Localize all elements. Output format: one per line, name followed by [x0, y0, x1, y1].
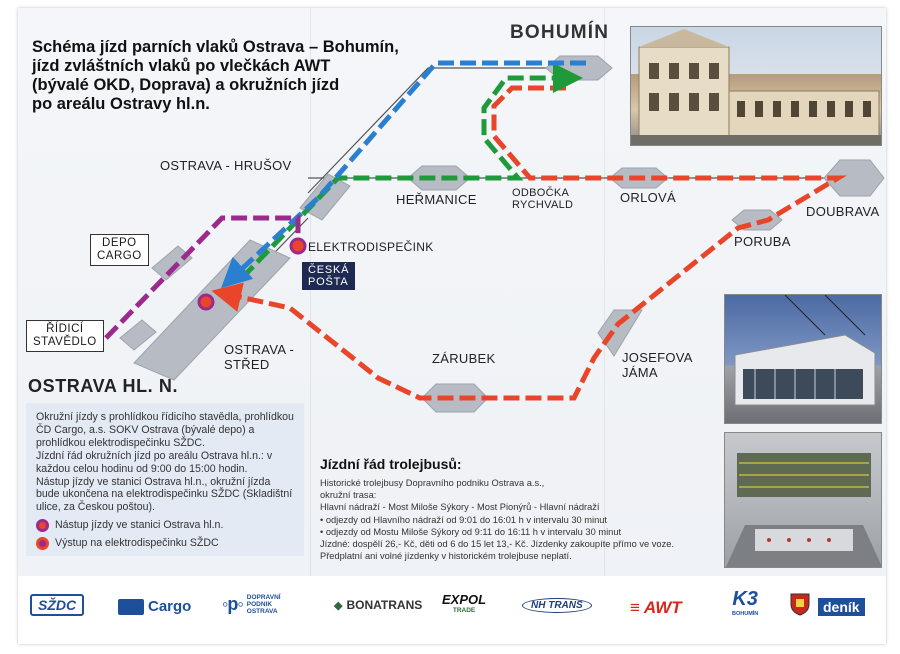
- station-josefova-jama: [622, 350, 693, 380]
- depo-line: CARGO: [97, 250, 142, 262]
- trolley-line: • odjezdy od Mostu Miloše Sýkory od 9:11 do 16:11 h v intervalu 30 minut: [320, 526, 622, 537]
- logo-nhtrans-text: NH TRANS: [522, 598, 592, 613]
- dpo-line: DOPRAVNÍ: [246, 594, 281, 601]
- photo-bohumin-station: [630, 26, 882, 146]
- station-odbocka-line: ODBOČKA: [512, 187, 570, 199]
- trolley-line: Hlavní nádraží - Most Miloše Sýkory - Most Pionýrů - Hlavní nádraží: [320, 502, 600, 513]
- yard-zarubek: [422, 384, 488, 412]
- logo-denik-text: deník: [818, 598, 865, 616]
- bonatrans-icon: ◆: [334, 599, 343, 612]
- logo-cd-cargo: [118, 598, 191, 615]
- yard-depo-cargo: [152, 246, 192, 280]
- trolley-line: Historické trolejbusy Dopravního podniku Ostrava a.s.,: [320, 478, 545, 488]
- station-odbocka-line: RYCHVALD: [512, 199, 574, 211]
- logo-expol: [442, 592, 486, 614]
- logo-k3-text: K3: [732, 588, 758, 610]
- josefova-line: JOSEFOVA: [622, 350, 693, 365]
- end-dot-icon: [36, 537, 49, 550]
- station-zarubek: ZÁRUBEK: [432, 351, 496, 366]
- ridici-line: STAVĚDLO: [33, 336, 97, 348]
- trolley-line: Jízdné: dospělí 26,- Kč, děti od 6 do 15 let 13,- Kč. Jízdenky zakoupíte přímo ve voze.: [320, 539, 674, 550]
- trolley-line: okružní trasa:: [320, 490, 377, 501]
- yard-hermanice: [408, 166, 470, 190]
- legend-start-label: Nástup jízdy ve stanici Ostrava hl.n.: [55, 519, 224, 532]
- trolley-line: Předplatní ani volné jízdenky v historickém trolejbuse neplatí.: [320, 551, 572, 562]
- info-paragraph: Okružní jízdy s prohlídkou řídicího stavědla, prohlídkou ČD Cargo, a.s. SOKV Ostrava (bývalé depo) a prohlídkou elektrodispečinku SŽDC.: [36, 411, 294, 449]
- station-orlova: ORLOVÁ: [620, 190, 676, 205]
- ridici-line: ŘÍDICÍ: [46, 323, 84, 335]
- start-dot-icon: [36, 519, 49, 532]
- station-doubrava: DOUBRAVA: [806, 204, 880, 219]
- logo-szdc-text: SŽDC: [30, 594, 84, 616]
- dpo-icon: ◦p◦: [222, 594, 243, 614]
- logo-expol-sub: TRADE: [452, 607, 476, 614]
- station-poruba: PORUBA: [734, 234, 791, 249]
- josefova-line: JÁMA: [622, 365, 658, 380]
- legend-end-label: Výstup na elektrodispečinku SŽDC: [55, 537, 219, 550]
- station-ridici-stavedlo: [26, 320, 104, 352]
- tour-info-panel: [26, 403, 304, 556]
- station-ostrava-hl-n: OSTRAVA HL. N.: [28, 376, 179, 396]
- station-hermanice: HEŘMANICE: [396, 192, 477, 207]
- title-line: jízd zvláštních vlaků po vlečkách AWT: [32, 57, 331, 75]
- dpo-line: PODNIK: [246, 601, 273, 608]
- map-title: [32, 38, 432, 114]
- station-hrusov: OSTRAVA - HRUŠOV: [160, 158, 292, 173]
- title-line: Schéma jízd parních vlaků Ostrava – Bohumín,: [32, 38, 399, 56]
- info-paragraph: Nástup jízdy ve stanici Ostrava hl.n., okružní jízda bude ukončena na elektrodispečinku SŽDC (Skladištní ulice, za Českou poštou).: [36, 475, 293, 514]
- logo-k3: [732, 588, 758, 617]
- info-paragraph: Jízdní řád okružních jízd po areálu Ostrava hl.n.: v každou celou hodinu od 9:00 do 15:00 hodin.: [36, 449, 273, 475]
- station-ostrava-stred: [224, 342, 294, 372]
- start-stop-marker: [199, 295, 213, 309]
- logo-bonatrans-text: BONATRANS: [346, 598, 423, 612]
- station-odbocka-rychvald: [512, 187, 573, 211]
- logo-awt-text: AWT: [643, 598, 682, 617]
- photo-control-room: [724, 432, 882, 568]
- station-bohumin: BOHUMÍN: [510, 22, 610, 43]
- trolley-line: • odjezdy od Hlavního nádraží od 9:01 do 16:01 h v intervalu 30 minut: [320, 514, 607, 525]
- logo-cargo-text: Cargo: [148, 598, 192, 615]
- stred-line: OSTRAVA -: [224, 342, 295, 357]
- trolley-heading: Jízdní řád trolejbusů:: [320, 456, 462, 472]
- dpo-text: [247, 594, 281, 615]
- awt-icon: ≡: [630, 598, 640, 617]
- logo-denik: [818, 598, 865, 616]
- logo-bonatrans: [334, 598, 422, 612]
- coat-of-arms-icon: [790, 592, 810, 616]
- station-illustration: [725, 295, 882, 424]
- photo-ostrava-hl-n-station: [724, 294, 882, 424]
- trolleybus-timetable: [320, 456, 720, 562]
- logo-expol-text: EXPOL: [442, 592, 487, 607]
- title-line: po areálu Ostravy hl.n.: [32, 95, 210, 113]
- posta-line: POŠTA: [308, 276, 349, 288]
- logo-dpo: [222, 594, 281, 615]
- logo-nh-trans: [522, 598, 592, 613]
- depo-line: DEPO: [102, 237, 137, 249]
- cd-icon: [118, 599, 144, 615]
- legend-end: [36, 537, 296, 550]
- control-room-illustration: [725, 433, 882, 568]
- legend-start: [36, 519, 296, 532]
- logo-szdc: [30, 594, 84, 616]
- ceska-posta-badge: [302, 262, 355, 290]
- end-stop-marker: [291, 239, 305, 253]
- station-depo-cargo: [90, 234, 149, 266]
- dpo-line: OSTRAVA: [246, 608, 278, 615]
- logo-k3-sub: BOHUMÍN: [732, 611, 759, 617]
- stred-line: STŘED: [224, 357, 270, 372]
- brochure-page: [18, 8, 886, 644]
- logo-bohumin-coat-of-arms: [790, 592, 810, 616]
- building-illustration: [631, 27, 882, 146]
- posta-line: ČESKÁ: [308, 264, 350, 276]
- title-line: (bývalé OKD, Doprava) a okružních jízd: [32, 76, 340, 94]
- logo-awt: [630, 598, 682, 618]
- station-elektrodispecink: ELEKTRODISPEČINK: [308, 240, 434, 254]
